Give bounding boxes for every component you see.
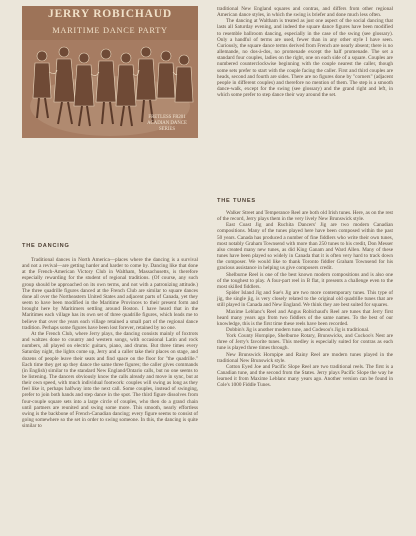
tunes-paragraph: Walker Street and Temperance Reel are both old Irish tunes. Here, as on the rest of the record, Jerry plays them in the very lively New Brunswick style. xyxy=(217,210,393,223)
tunes-heading: THE TUNES xyxy=(217,198,256,204)
tunes-paragraph: New Brunswick Hornpipe and Rainy Reel are modern tunes played in the traditional New Brunswick style. xyxy=(217,351,393,364)
right-column-intro xyxy=(217,6,393,98)
tunes-paragraph: Dobbin's Jig is another modern tune, and Codesou's Jig is traditional. xyxy=(226,326,370,333)
intro-paragraph-1: traditional New England squares and contras, and differs from other regional American dance styles, in which the swing is briefer and done much less often. xyxy=(217,6,393,19)
dancing-paragraph: At the French Club, where Jerry plays, the dancing consists mainly of foxtrots and waltzes done to country and western songs, with occasional Latin and rock numbers, all played on electric guitars, piano, and drums. But three times every Saturday night, the lights come up, Jerry and a caller take their places on stage, and dozens of people leave their seats and find space on the floor for "the quadrille." Each time they get up they dance the same three figures; the caller gives commands (in English) similar to the standard New England/Ontario calls, but no one seems to be listening. The dancers obviously know the calls already and move in sync, but at their own speed, with much individual footwork: couples will swing as long as they feel like it, perhaps halfway into the next call. Some couples, instead of swinging, prefer to join both hands and step dance in the spot. The third figure dissolves from four-couple square sets into a large circle of couples, who then do a grand chain until partners are reunited and swing some more. This smooth, nearly effortless swing is the backbone of French-Canadian dancing; every figure seems to consist of going somewhere so the set in order to swing someone. In this, the dancing is quite similar to xyxy=(22,330,198,430)
cover-series xyxy=(139,115,195,133)
cover-artist: JERRY ROBICHAUD xyxy=(48,8,172,20)
tunes-section xyxy=(217,210,393,389)
dancing-section xyxy=(22,257,198,429)
tunes-paragraph: York County Hornpipe, Shelburne Rotary, Brunswicks, and Cuckoo's Nest are three of Jerry's favorite tunes. This medley is especially suited for contras as each tune is played three times through. xyxy=(217,333,393,352)
dancing-paragraph: Traditional dances in North America—places where the dancing is a survival and not a revival—are getting harder and harder to come by. Dancing like that done at the French-American Victory Club in Waltham, Massachusetts, is therefore especially rewarding for the student of regional traditions. (Of course, any such group should be approached on its own terms, and not with a patronizing attitude.) The three quadrille figures danced at the French Club are similar to square dances done all over the Northeastern United States and adjacent parts of Canada, yet they seem to have been modified in the Maritime Provinces to their present form and brought here by Maritimers settling around Boston. I have heard that in the Maritimes each village has its own set of three quadrille figures, which leads me to believe that over the years each village retained a small part of the regional dance tradition. Perhaps some figures have been lost forever, retained by no one. xyxy=(22,257,198,331)
series-line-1: FRETLESS FR201 xyxy=(148,115,186,120)
tunes-paragraph: East Coast Jig and Ruchita Dancers' Jig are two modern Canadian compositions. Many of the tunes played here have been composed within the past 50 years. Canada has produced a number of fine fiddlers who write their own tunes, most notably Graham Townsend with more than 250 tunes to his credit, Don Messer also created many new tunes, as did King Ganam and Ward Allen. Many of these tunes have been played so widely in Canada that it is often very hard to track down the composer. We would like to thank Toronto fiddler Graham Townsend for his gracious assistance in helping us give composers credit. xyxy=(217,222,393,272)
dancing-heading: THE DANCING xyxy=(22,243,70,249)
album-cover xyxy=(22,6,198,138)
series-line-2: ACADIAN DANCE SERIES xyxy=(147,121,187,132)
cover-album-title: MARITIME DANCE PARTY xyxy=(52,26,168,35)
tunes-paragraph: Shelburne Reel is one of the best known modern compositions and is also one of the toughest to play. A four-part reel in B flat, it presents a challenge even to the most skilled fiddlers. xyxy=(217,271,393,290)
tunes-paragraph: Maxime Leblanc's Reel and Angus Robichaud's Reel are tunes that Jerry first heard many years ago from two fiddlers of the same names. To the best of our knowledge, this is the first time these reels have been recorded. xyxy=(217,308,393,327)
tunes-paragraph: Spider Island Jig and Sue's Jig are two more contemporary tunes. This type of jig, the single jig, is very closely related to the original old quadrille tunes that are still played in Canada and New England. We think they are best suited for squares. xyxy=(217,290,393,309)
tunes-paragraph: Cotton Eyed Joe and Pacific Slope Reel are two traditional reels. The first is a Canadian tune, and the second from the States. Jerry plays Pacific Slope the way he learned it from Maxime Leblanc many years ago. Another version can be found in Cole's 1000 Fiddle Tunes. xyxy=(217,363,393,389)
intro-paragraph-2: The dancing at Waltham is treated as just one aspect of the social dancing that lasts all Saturday evening, and indeed the square dance figures have been modified to resemble ballroom dancing, especially in the case of the swing (see glossary). Only a handful of terms are used, fewer than in any other style I have seen. Curiously, the square dance terms derived from French are nearly absent; there is no allemande, no dos-à-dos, no promenade except the half promenade. The set a standard four couples, ladies on the right, one on each side of a square. Couples are numbered counterclockwise beginning with the couple nearest the caller, though some sets prefer to start with the couple facing the caller. First and third couples are heads, second and fourth are sides. There are no figures done by "corners" (adjacent people in different couples) and therefore no mention of them. The step is a smooth dance-walk, except for the swing (see glossary) and the grand right and left, in which some prefer to step dance their way around the set. xyxy=(217,18,393,99)
